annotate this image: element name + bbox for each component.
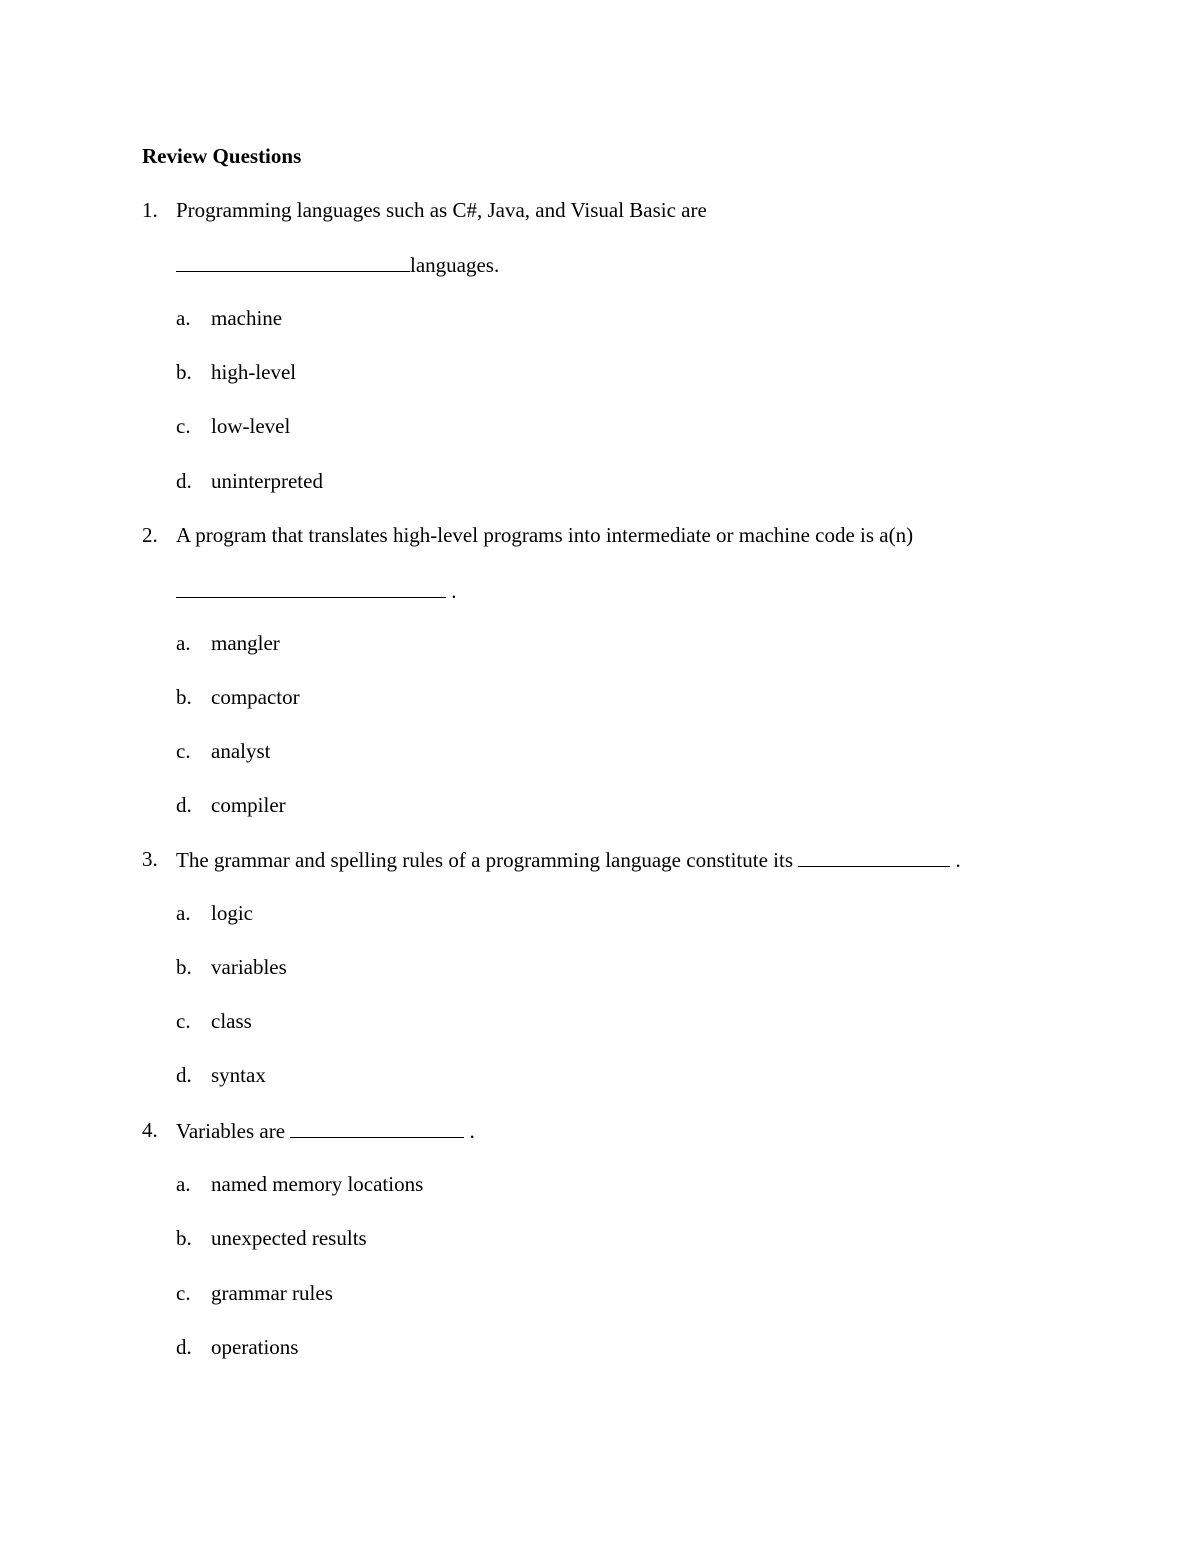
option-text: named memory locations [211,1172,424,1196]
option-letter: d. [176,1063,192,1087]
option-letter: a. [176,1172,191,1196]
question-number: 4. [142,1118,158,1142]
blank-suffix: . [451,579,457,603]
option-letter: c. [176,1281,191,1305]
option-text: class [211,1009,252,1033]
option-text: compiler [211,793,286,817]
question-1-blank-line [176,251,499,278]
option-text: logic [211,901,253,925]
answer-blank [176,251,410,272]
option-text: variables [211,955,287,979]
option-text: uninterpreted [211,469,323,493]
option-text: compactor [211,685,300,709]
option-text: operations [211,1335,299,1359]
blank-suffix: . [955,848,961,872]
option-text: high-level [211,360,297,384]
option-letter: b. [176,360,192,384]
option-letter: d. [176,469,192,493]
answer-blank [798,846,950,867]
blank-suffix: . [469,1119,475,1143]
option-letter: a. [176,306,191,330]
option-letter: b. [176,955,192,979]
question-text: Programming languages such as C#, Java, and Visual Basic are [176,198,707,222]
question-text: A program that translates high-level programs into intermediate or machine code is a(n) [176,523,914,547]
option-text: grammar rules [211,1281,333,1305]
option-letter: a. [176,631,191,655]
option-text: low-level [211,414,291,438]
question-text: Variables are [176,1119,286,1143]
option-text: analyst [211,739,271,763]
answer-blank [176,577,446,598]
question-text: The grammar and spelling rules of a programming language constitute its [176,848,793,872]
option-letter: a. [176,901,191,925]
option-text: mangler [211,631,280,655]
question-number: 2. [142,523,158,547]
option-letter: d. [176,793,192,817]
option-letter: c. [176,739,191,763]
question-text-with-blank [176,1117,475,1144]
question-2-blank-line [176,577,457,604]
answer-blank [290,1117,464,1138]
option-letter: d. [176,1335,192,1359]
question-text-with-blank [176,846,961,873]
option-letter: c. [176,414,191,438]
page-heading: Review Questions [142,144,302,168]
option-text: machine [211,306,283,330]
option-letter: b. [176,685,192,709]
option-letter: c. [176,1009,191,1033]
question-number: 3. [142,847,158,871]
question-number: 1. [142,198,158,222]
option-text: syntax [211,1063,266,1087]
option-text: unexpected results [211,1226,367,1250]
blank-suffix: languages. [410,253,500,277]
option-letter: b. [176,1226,192,1250]
